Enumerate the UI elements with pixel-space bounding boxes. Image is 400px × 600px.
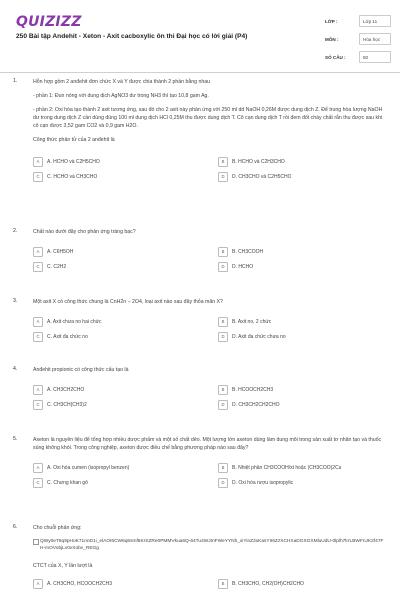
option-text: B. HCOOCH2CH3 [232, 386, 274, 393]
answer-options [33, 246, 384, 272]
question-5 [0, 436, 400, 524]
question-text: Axeton là nguyên liệu để tổng hợp nhiều dược phẩm và một số chất dẻo. Một lượng lớn axeton dùng làm dung môi trong sản xuất tơ nhân tạo và thuốc súng không khói. Trong công nghiệp, axeton được điều chế bằng phương pháp nào sau đây? [33, 437, 382, 451]
question-number: 2. [13, 228, 18, 234]
option-letter-box: D [218, 172, 228, 182]
quizizz-logo: QUIZIZZ [16, 14, 82, 30]
question-number: 3. [13, 298, 18, 304]
answer-option-b[interactable] [218, 246, 378, 257]
option-text: B. CH3COOH [232, 248, 264, 255]
option-text: D. HCHO [232, 263, 254, 270]
broken-image-icon [33, 539, 39, 545]
meta-row-subject [325, 30, 391, 48]
answer-options [33, 384, 384, 410]
meta-value-count: 50 [359, 51, 391, 63]
option-letter-box: A [33, 579, 43, 589]
question-subtext: Công thức phân tử của 2 anđehit là [33, 137, 115, 143]
option-text: D. CH3CHO và C2H5CHO [232, 173, 292, 180]
option-text: D. CH3CH2CH2CHO [232, 401, 280, 408]
option-letter-box: B [218, 463, 228, 473]
option-text: A. CH3CH2CHO [47, 386, 85, 393]
question-6 [0, 524, 400, 589]
question-subtext: - phần 2: Oxi hóa tạo thành 2 axit tương ứng, sau đó cho 2 axit này phản ứng với 250 ml dd NaOH 0,26M được dung dịch Z. Để trung hòa lượng NaOH dư trong dung dịch Z cần dùng đúng 100 ml dung dịch HCl 0,25M thu được dung dịch T. Cô cạn dung dịch T rồi đem đốt cháy chất rắn thu được sau khi cô cạn được 3,52 gam CO2 và 0,9 gam H2O. [33, 107, 383, 129]
option-text: A. Axit chưa no hai chức [47, 318, 102, 325]
question-2 [0, 228, 400, 298]
meta-value-class: Lớp 11 [359, 15, 391, 27]
worksheet-title: 250 Bài tập Andehit - Xeton - Axit cacboxylic ôn thi Đại học có lời giải (P4) [16, 33, 248, 40]
option-letter-box: A [33, 385, 43, 395]
option-letter-box: B [218, 317, 228, 327]
answer-option-a[interactable] [33, 316, 218, 327]
option-letter-box: C [33, 332, 43, 342]
meta-row-class [325, 12, 391, 30]
option-text: A. CH3CHO, HCOOCH2CH3 [47, 580, 113, 587]
option-text: B. HCHO và C2H3CHO [232, 158, 285, 165]
answer-option-d[interactable] [218, 261, 378, 272]
answer-options [33, 316, 384, 342]
answer-option-a[interactable] [33, 246, 218, 257]
option-text: C. Chưng khan gỗ [47, 479, 88, 486]
question-1 [0, 78, 400, 228]
option-letter-box: A [33, 157, 43, 167]
answer-option-a[interactable] [33, 578, 218, 589]
option-letter-box: B [218, 385, 228, 395]
option-letter-box: D [218, 262, 228, 272]
question-4 [0, 366, 400, 436]
meta-label: MÔN : [325, 36, 339, 42]
option-text: A. C6H5OH [47, 248, 74, 255]
option-letter-box: C [33, 172, 43, 182]
answer-option-a[interactable] [33, 156, 218, 167]
meta-label: LỚP : [325, 18, 338, 24]
answer-option-c[interactable] [33, 171, 218, 182]
answer-option-d[interactable] [218, 331, 378, 342]
option-text: A. Oxi hóa cumen (isopropyl benzen) [47, 464, 130, 471]
answer-option-b[interactable] [218, 462, 378, 473]
question-text: Chất nào dưới đây cho phản ứng tráng bạc? [33, 229, 136, 235]
answer-option-a[interactable] [33, 462, 218, 473]
option-text: C. CH3CH(CH3)2 [47, 401, 87, 408]
option-letter-box: D [218, 332, 228, 342]
option-text: B. Axit no, 2 chức [232, 318, 272, 325]
option-letter-box: A [33, 317, 43, 327]
question-text: Anđehit propionic có công thức cấu tạo là [33, 367, 129, 373]
option-text: A. HCHO và C2H5CHO [47, 158, 100, 165]
worksheet-meta [325, 12, 391, 66]
broken-image-link [33, 538, 384, 552]
option-text: B. Nhiệt phân CH3COOH/xt hoặc (CH3COO)2Ca [232, 464, 342, 471]
answer-options [33, 156, 384, 182]
option-text: D. Axit đa chức chưa no [232, 333, 286, 340]
question-number: 6. [13, 524, 18, 530]
answer-option-c[interactable] [33, 399, 218, 410]
question-number: 4. [13, 366, 18, 372]
question-3 [0, 298, 400, 366]
option-letter-box: A [33, 247, 43, 257]
option-text: C. C2H2 [47, 263, 67, 270]
answer-option-c[interactable] [33, 331, 218, 342]
option-text: C. HCHO và CH3CHO [47, 173, 98, 180]
answer-option-b[interactable] [218, 384, 378, 395]
answer-option-b[interactable] [218, 578, 378, 589]
answer-option-a[interactable] [33, 384, 218, 395]
meta-row-count [325, 48, 391, 66]
answer-options [33, 462, 384, 488]
answer-option-c[interactable] [33, 261, 218, 272]
answer-options [33, 578, 384, 589]
image-alt-text: QWy0eT8q9pHoK71nnD1i_elAOI6CW6q6smf6KrSZRe0PMMVkua6Q-64Tu4WJInFWeYYNh_xiYinZ3xKasYII6ZzXCHXaDGXGXMluUdU-0lplh7lrrLBWFnJK2f47FH-mOVo5jLv0xXobv_REGg [40, 539, 384, 551]
meta-label: SỐ CÂU : [325, 54, 346, 60]
question-subtext: - phần 1: Đun nóng với dung dịch AgNO3 dư trong NH3 thì tạo 10,8 gam Ag. [33, 93, 209, 99]
option-letter-box: C [33, 478, 43, 488]
question-number: 1. [13, 78, 18, 84]
option-letter-box: B [218, 579, 228, 589]
answer-option-d[interactable] [218, 477, 378, 488]
option-letter-box: D [218, 400, 228, 410]
option-text: D. Oxi hóa rượu isopropylic [232, 479, 294, 486]
header-divider [0, 72, 400, 73]
option-letter-box: A [33, 463, 43, 473]
answer-option-d[interactable] [218, 399, 378, 410]
question-text: Hỗn hợp gồm 2 anđehit đơn chức X và Y được chia thành 2 phần bằng nhau [33, 79, 211, 85]
option-letter-box: B [218, 157, 228, 167]
question-text: Một axit X có công thức chung là CnH2n − 2O4, loại axit nào sau đây thỏa mãn X? [33, 299, 223, 305]
question-list [0, 78, 400, 589]
option-letter-box: C [33, 262, 43, 272]
question-number: 5. [13, 436, 18, 442]
option-letter-box: C [33, 400, 43, 410]
answer-option-b[interactable] [218, 316, 378, 327]
meta-value-subject: Hóa học [359, 33, 391, 45]
option-text: B. CH3CHO, CH2(OH)CH2CHO [232, 580, 304, 587]
answer-option-b[interactable] [218, 156, 378, 167]
answer-option-d[interactable] [218, 171, 378, 182]
option-text: C. Axit đa chức no [47, 333, 88, 340]
answer-option-c[interactable] [33, 477, 218, 488]
option-letter-box: B [218, 247, 228, 257]
question-subtext: CTCT của X, Y lần lượt là [33, 563, 93, 569]
option-letter-box: D [218, 478, 228, 488]
worksheet-header [0, 0, 400, 68]
question-text: Cho chuỗi phản ứng: [33, 525, 82, 531]
